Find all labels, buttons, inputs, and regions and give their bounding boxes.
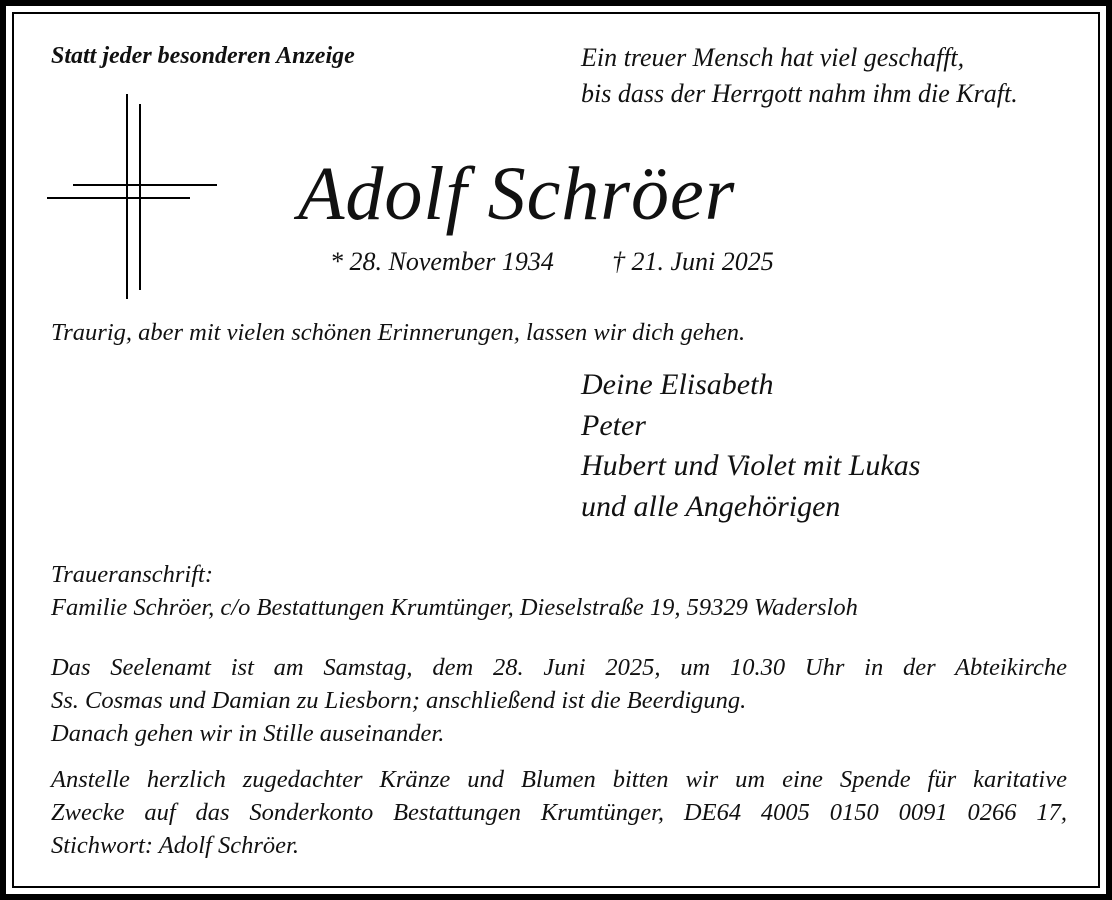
- verse-line: Ein treuer Mensch hat viel geschafft,: [581, 43, 965, 72]
- notice-border: [12, 12, 1100, 888]
- family-member: Peter: [581, 408, 646, 442]
- service-line: Das Seelenamt ist am Samstag, dem 28. Juni 2025, um 10.30 Uhr in der Abteikirche: [51, 654, 1067, 681]
- address-label: Traueranschrift:: [51, 561, 213, 588]
- service-line: Ss. Cosmas und Damian zu Liesborn; anschließend ist die Beerdigung.: [51, 687, 747, 714]
- death-date: † 21. Juni 2025: [612, 247, 774, 276]
- birth-date: * 28. November 1934: [330, 247, 554, 276]
- donation-line: Zwecke auf das Sonderkonto Bestattungen Krumtünger, DE64 4005 0150 0091 0266 17,: [51, 799, 1067, 826]
- mourning-address: Familie Schröer, c/o Bestattungen Krumtünger, Dieselstraße 19, 59329 Wadersloh: [51, 594, 858, 621]
- family-member: und alle Angehörigen: [581, 489, 841, 523]
- intro-text: Traurig, aber mit vielen schönen Erinnerungen, lassen wir dich gehen.: [51, 319, 746, 346]
- notice-heading: Statt jeder besonderen Anzeige: [51, 43, 355, 69]
- service-info: [51, 651, 1067, 750]
- memorial-verse: [581, 40, 1018, 112]
- service-line: Danach gehen wir in Stille auseinander.: [51, 720, 445, 747]
- family-signatures: [581, 365, 920, 527]
- deceased-name: Adolf Schröer: [298, 152, 736, 236]
- obituary-notice: [6, 6, 1106, 894]
- family-member: Deine Elisabeth: [581, 368, 774, 401]
- verse-line: bis dass der Herrgott nahm ihm die Kraft.: [581, 79, 1018, 108]
- family-member: Hubert und Violet mit Lukas: [581, 449, 921, 482]
- donation-info: [51, 763, 1067, 862]
- cross-icon: [47, 94, 227, 299]
- donation-line: Stichwort: Adolf Schröer.: [51, 832, 299, 859]
- donation-line: Anstelle herzlich zugedachter Kränze und Blumen bitten wir um eine Spende für karitative: [51, 766, 1067, 793]
